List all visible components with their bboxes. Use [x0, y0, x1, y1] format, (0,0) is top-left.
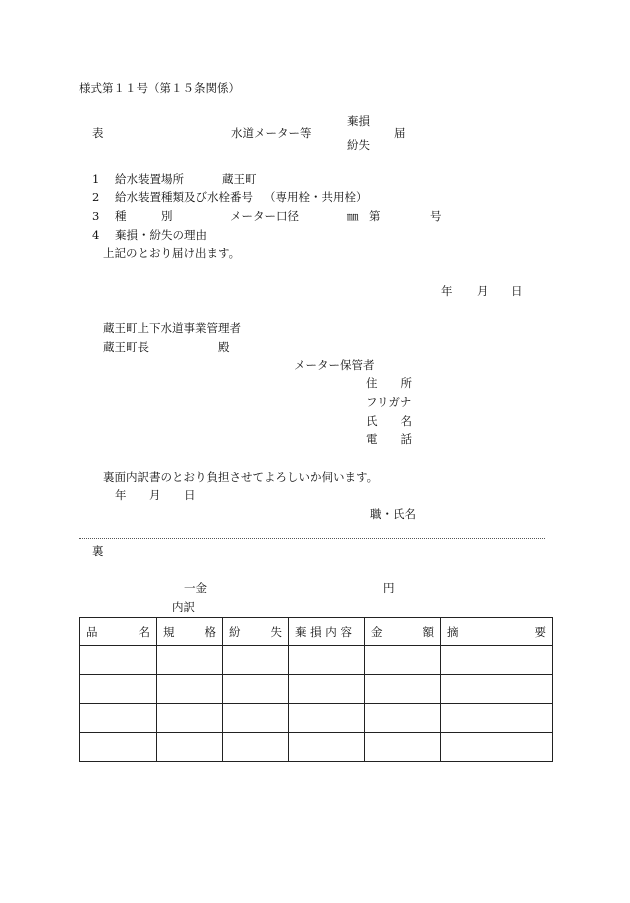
front-side-label: 表: [92, 126, 104, 140]
applicant-address-label: 住 所: [366, 376, 412, 390]
cut-line-divider: [79, 538, 545, 539]
consent-year: 年: [115, 488, 127, 502]
back-side-label: 裏: [92, 544, 104, 558]
addressee-line-1: 蔵王町上下水道事業管理者: [103, 321, 241, 335]
table-header-row: [80, 618, 553, 646]
meter-number-prefix: 第: [369, 209, 381, 223]
addressee-honorific: 殿: [218, 340, 230, 354]
meter-size-label: メーター口径: [230, 209, 299, 223]
title-option-loss: 紛失: [347, 138, 370, 152]
item-2-label: 給水装置種類及び水栓番号: [115, 190, 253, 204]
title-suffix: 届: [394, 126, 406, 140]
header-amount: 金 額: [365, 618, 441, 646]
addressee-line-2: 蔵王町長: [103, 340, 149, 354]
item-1-number: 1: [92, 172, 100, 186]
date-month: 月: [477, 284, 489, 298]
header-item-name: 品 名: [80, 618, 157, 646]
table-row: [80, 646, 553, 675]
amount-unit: 円: [383, 581, 395, 595]
applicant-phone-label: 電 話: [366, 432, 412, 446]
form-number: 様式第１１号（第１５条関係）: [79, 81, 240, 95]
item-2-number: 2: [92, 190, 100, 204]
official-name-label: 職・氏名: [370, 507, 416, 521]
consent-month: 月: [149, 488, 161, 502]
header-loss: 紛 失: [223, 618, 289, 646]
header-spec: 規 格: [157, 618, 223, 646]
item-4-label: 棄損・紛失の理由: [115, 228, 207, 242]
applicant-title: メーター保管者: [294, 358, 375, 372]
meter-number-suffix: 号: [430, 209, 442, 223]
header-remarks: 摘 要: [441, 618, 553, 646]
breakdown-label: 内訳: [172, 600, 195, 614]
item-3-number: 3: [92, 209, 100, 223]
item-1-value: 蔵王町: [222, 172, 257, 186]
consent-day: 日: [184, 488, 196, 502]
amount-prefix: 一金: [184, 581, 207, 595]
applicant-name-label: 氏 名: [366, 414, 412, 428]
notice-text: 上記のとおり届け出ます。: [103, 246, 241, 260]
item-3-label: 種 別: [115, 209, 173, 223]
date-day: 日: [511, 284, 523, 298]
header-damage-details: 棄 損 内 容: [289, 618, 365, 646]
meter-size-unit: ㎜: [347, 209, 359, 223]
item-2-value: （専用栓・共用栓）: [264, 190, 368, 204]
title-option-damage: 棄損: [347, 114, 370, 128]
consent-text: 裏面内訳書のとおり負担させてよろしいか伺います。: [103, 470, 379, 484]
breakdown-table: [79, 617, 553, 762]
applicant-furigana-label: フリガナ: [366, 395, 412, 409]
item-4-number: 4: [92, 228, 100, 242]
table-row: [80, 704, 553, 733]
table-row: [80, 675, 553, 704]
form-title: 水道メーター等: [231, 126, 312, 140]
date-year: 年: [441, 284, 453, 298]
table-row: [80, 733, 553, 762]
item-1-label: 給水装置場所: [115, 172, 184, 186]
